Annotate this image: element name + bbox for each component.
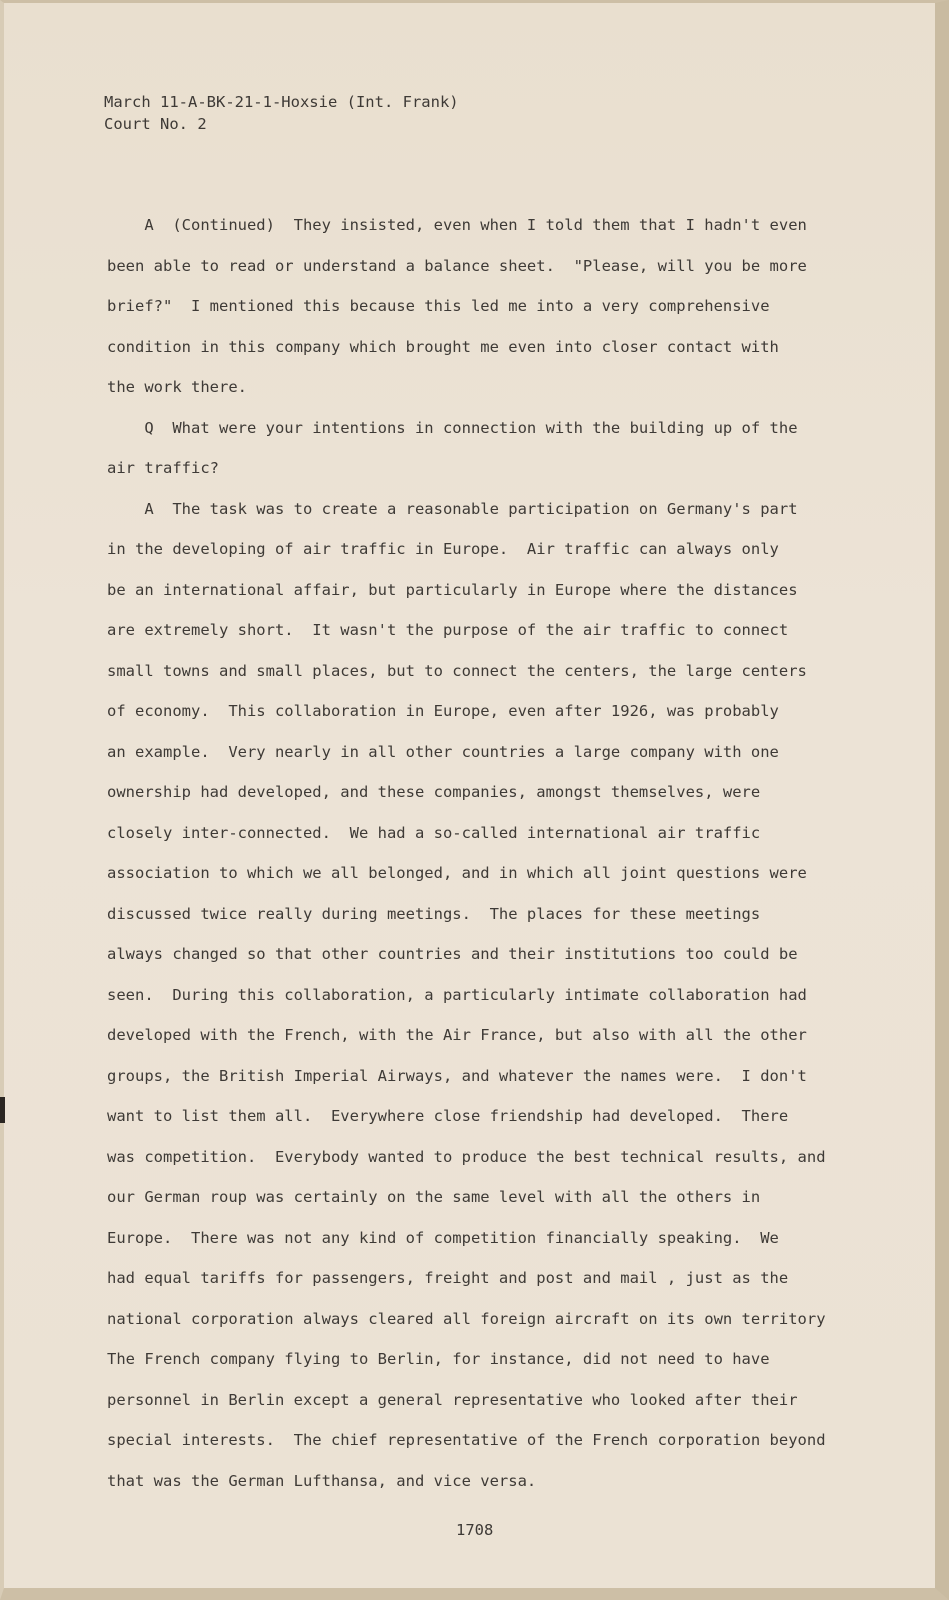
transcript-line: discussed twice really during meetings. The places for these meetings <box>107 904 761 923</box>
transcript-line: be an international affair, but particularly in Europe where the distances <box>107 580 798 599</box>
transcript-line: association to which we all belonged, and in which all joint questions were <box>107 864 807 882</box>
transcript-line: want to list them all. Everywhere close friendship had developed. There <box>107 1107 789 1125</box>
transcript-line: ownership had developed, and these companies, amongst themselves, were <box>107 783 761 801</box>
transcript-line: groups, the British Imperial Airways, and whatever the names were. I don't <box>107 1066 807 1085</box>
transcript-line: developed with the French, with the Air France, but also with all the other <box>107 1026 807 1044</box>
transcript-line: are extremely short. It wasn't the purpose of the air traffic to connect <box>107 621 789 639</box>
transcript-line: air traffic? <box>107 459 219 477</box>
transcript-line: was competition. Everybody wanted to produce the best technical results, and <box>107 1147 826 1166</box>
transcript-line: in the developing of air traffic in Europe. Air traffic can always only <box>107 540 779 558</box>
transcript-line: our German roup was certainly on the same level with all the others in <box>107 1188 761 1206</box>
transcript-line: A (Continued) They insisted, even when I told them that I hadn't even <box>107 216 807 234</box>
document-header <box>104 91 459 135</box>
transcript-line: The French company flying to Berlin, for instance, did not need to have <box>107 1350 770 1368</box>
transcript-line: closely inter-connected. We had a so-called international air traffic <box>107 823 761 842</box>
transcript-line: always changed so that other countries and their institutions too could be <box>107 945 798 963</box>
transcript-line: seen. During this collaboration, a particularly intimate collaboration had <box>107 985 807 1004</box>
transcript-line: small towns and small places, but to connect the centers, the large centers <box>107 661 807 680</box>
transcript-line: condition in this company which brought me even into closer contact with <box>107 337 779 356</box>
transcript-line: special interests. The chief representative of the French corporation beyond <box>107 1431 826 1449</box>
transcript-line: an example. Very nearly in all other countries a large company with one <box>107 742 779 761</box>
transcript-line: Europe. There was not any kind of competition financially speaking. We <box>107 1228 779 1247</box>
header-court-number: Court No. 2 <box>104 115 207 133</box>
edge-mark <box>0 1097 5 1123</box>
page-number: 1708 <box>456 1521 494 1539</box>
transcript-line: of economy. This collaboration in Europe, even after 1926, was probably <box>107 702 779 720</box>
transcript-line: that was the German Lufthansa, and vice versa. <box>107 1471 537 1490</box>
transcript-body <box>107 205 897 1501</box>
transcript-line: personnel in Berlin except a general representative who looked after their <box>107 1390 798 1409</box>
transcript-line: Q What were your intentions in connection with the building up of the <box>107 418 798 437</box>
transcript-line: had equal tariffs for passengers, freight and post and mail , just as the <box>107 1269 789 1287</box>
transcript-line: brief?" I mentioned this because this led me into a very comprehensive <box>107 297 770 315</box>
transcript-line: been able to read or understand a balance sheet. "Please, will you be more <box>107 256 807 275</box>
transcript-line: national corporation always cleared all foreign aircraft on its own territory <box>107 1309 826 1328</box>
transcript-line: A The task was to create a reasonable participation on Germany's part <box>107 499 798 518</box>
transcript-line: the work there. <box>107 378 247 396</box>
header-case-reference: March 11-A-BK-21-1-Hoxsie (Int. Frank) <box>104 93 459 111</box>
